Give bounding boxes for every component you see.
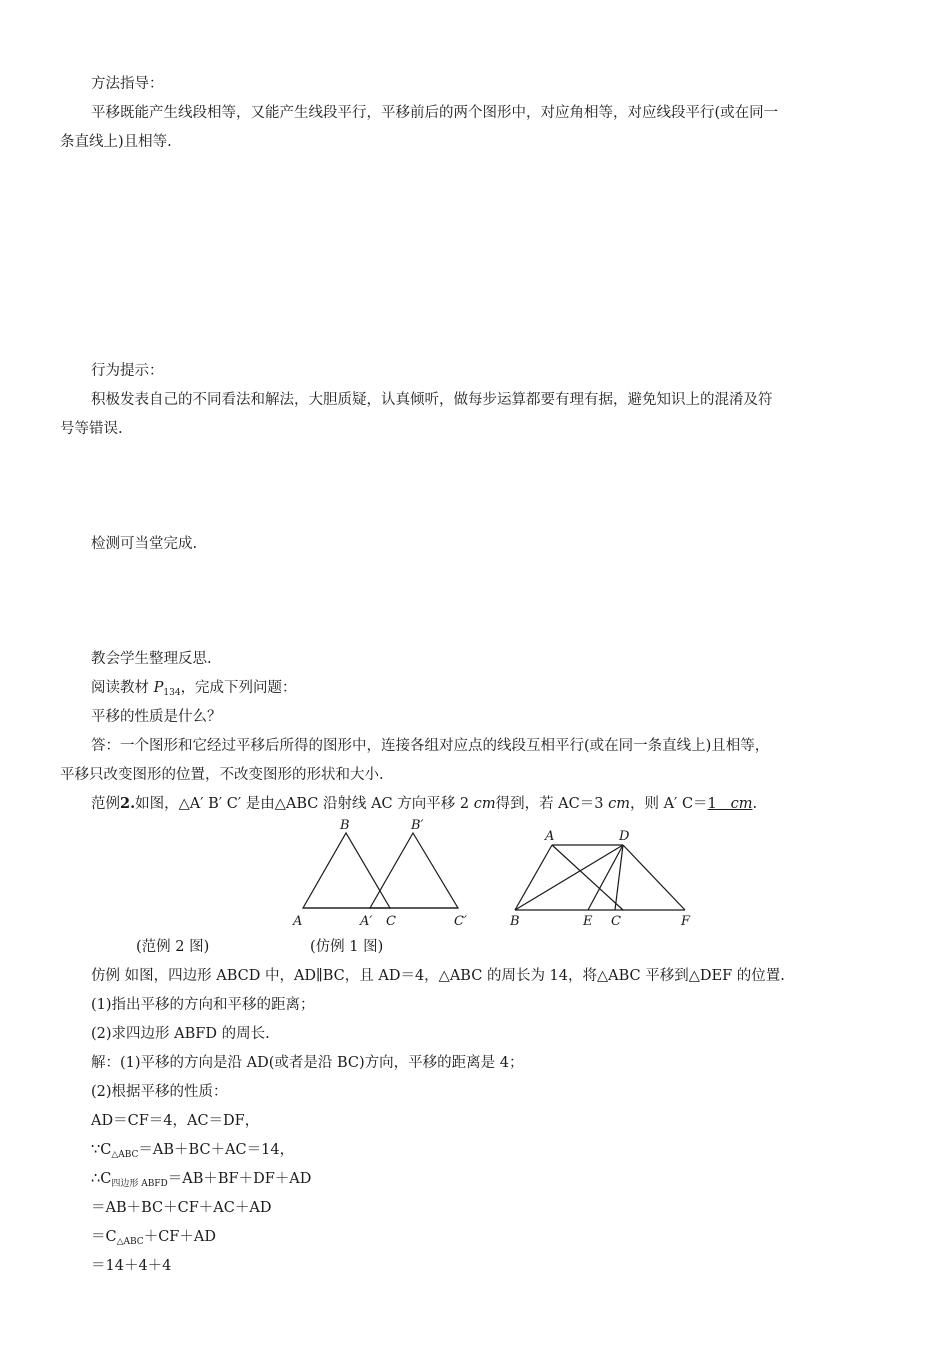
solution-line1: 解：(1)平移的方向是沿 AD(或者是沿 BC)方向，平移的距离是 4；	[91, 1055, 524, 1071]
label-E2: E	[583, 914, 593, 929]
solution-line3: AD＝CF＝4，AC＝DF，	[91, 1113, 260, 1129]
segment-ab	[515, 845, 552, 910]
label-Bp: B′	[411, 818, 424, 833]
solution-line7: $=C_{\triangle ABC}+CF+AD$	[91, 1229, 216, 1247]
method-heading: 方法指导：	[91, 76, 164, 92]
figure-example2	[288, 815, 478, 930]
label-C2: C	[611, 914, 621, 929]
imitation-q2: (2)求四边形 ABFD 的周长.	[91, 1026, 270, 1042]
answer-line1: 答：一个图形和它经过平移后所得的图形中，连接各组对应点的线段互相平行(或在同一条直线上)且相等，	[91, 738, 770, 754]
method-text-line1: 平移既能产生线段相等，又能产生线段平行，平移前后的两个图形中，对应角相等，对应线段平行(或在同一	[91, 105, 779, 121]
behavior-text-line1: 积极发表自己的不同看法和解法，大胆质疑，认真倾听，做每步运算都要有理有据，避免知识上的混淆及符	[91, 392, 773, 408]
imitation-q1: (1)指出平移的方向和平移的距离；	[91, 997, 315, 1013]
question-line: 平移的性质是什么？	[91, 709, 222, 725]
solution-line4: $\because C_{\triangle ABC}=AB+BC+AC=14$，	[91, 1142, 295, 1160]
caption-example2: (范例 2 图)	[136, 939, 210, 955]
label-Ap: A′	[360, 914, 373, 929]
test-note: 检测可当堂完成.	[91, 536, 198, 552]
answer-line2: 平移只改变图形的位置，不改变图形的形状和大小.	[60, 767, 384, 783]
caption-imitation1: (仿例 1 图)	[310, 939, 384, 955]
behavior-heading: 行为提示：	[91, 363, 164, 379]
label-Cp: C′	[454, 914, 467, 929]
solution-line5: $\therefore C_{四边形 ABFD}=AB+BF+DF+AD$	[91, 1171, 312, 1189]
segment-de	[588, 845, 623, 910]
segment-ac	[552, 845, 623, 910]
label-B: B	[340, 818, 350, 833]
reflection-line: 教会学生整理反思.	[91, 651, 212, 667]
segment-bd	[515, 845, 623, 910]
method-text-line2: 条直线上)且相等.	[60, 134, 172, 150]
label-A2: A	[545, 829, 555, 844]
figure-imitation1	[505, 825, 705, 930]
solution-line8: ＝14＋4＋4	[91, 1258, 172, 1274]
example2-line: 范例2.如图，△A′ B′ C′ 是由△ABC 沿射线 AC 方向平移 2 cm得到，若 AC＝3 cm，则 A′ C＝1 cm.	[91, 795, 758, 812]
segment-df	[623, 845, 685, 910]
imitation-problem: 仿例 如图，四边形 ABCD 中，AD∥BC，且 AD＝4，△ABC 的周长为 14，将△ABC 平移到△DEF 的位置.	[91, 968, 785, 984]
segment-dc	[615, 845, 623, 910]
example2-answer: 1 cm	[707, 796, 753, 812]
label-D2: D	[619, 829, 630, 844]
reading-line: 阅读教材 $P_{134}$，完成下列问题：	[91, 680, 297, 698]
behavior-text-line2: 号等错误.	[60, 421, 123, 437]
label-F2: F	[681, 914, 691, 929]
label-A: A	[293, 914, 303, 929]
solution-line6: ＝AB＋BC＋CF＋AC＋AD	[91, 1200, 272, 1216]
label-C: C	[386, 914, 396, 929]
solution-line2: (2)根据平移的性质：	[91, 1084, 228, 1100]
label-B2: B	[510, 914, 520, 929]
